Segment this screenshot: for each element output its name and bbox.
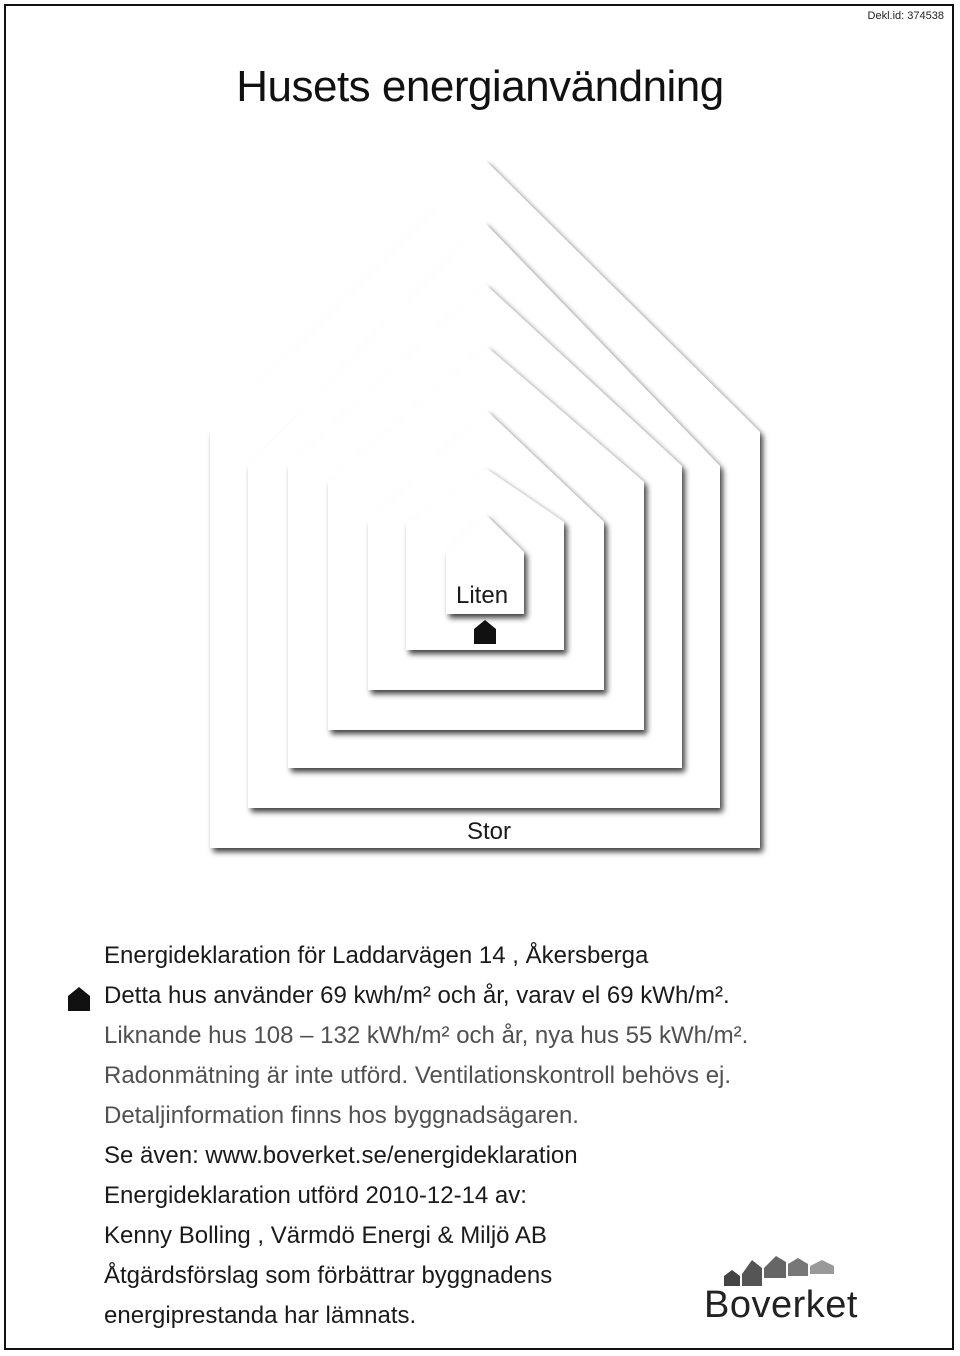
info-comparison: Liknande hus 108 – 132 kWh/m² och år, nya hus 55 kWh/m². (104, 1022, 749, 1049)
scale-label-large: Stor (467, 818, 512, 845)
info-usage: Detta hus använder 69 kwh/m² och år, varav el 69 kWh/m². (104, 982, 730, 1009)
scale-label-small: Liten (456, 582, 509, 609)
info-inspector: Kenny Bolling , Värmdö Energi & Miljö AB (104, 1222, 547, 1249)
boverket-roofs-icon (704, 1248, 844, 1288)
info-measures-cont: energiprestanda har lämnats. (104, 1302, 417, 1329)
house-icon (67, 986, 91, 1012)
boverket-logo-text: Boverket (704, 1284, 858, 1326)
page-title: Husets energianvändning (236, 62, 724, 111)
info-details: Detaljinformation finns hos byggnadsägaren. (104, 1102, 579, 1129)
info-link: Se även: www.boverket.se/energideklaration (104, 1142, 578, 1169)
info-date: Energideklaration utförd 2010-12-14 av: (104, 1182, 527, 1209)
house-icon (473, 619, 497, 645)
declaration-id: Dekl.id: 374538 (867, 10, 944, 22)
info-radon-ventilation: Radonmätning är inte utförd. Ventilationskontroll behövs ej. (104, 1062, 732, 1089)
declaration-info (104, 936, 748, 1336)
info-address: Energideklaration för Laddarvägen 14 , Åkersberga (104, 942, 649, 969)
info-measures: Åtgärdsförslag som förbättrar byggnadens (104, 1262, 553, 1289)
